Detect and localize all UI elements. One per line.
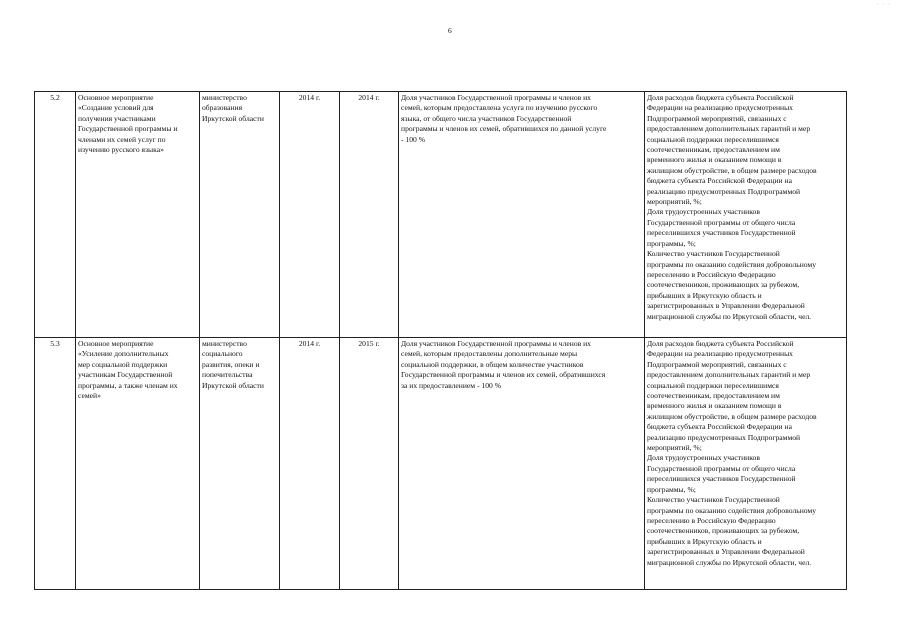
page-number: 6: [448, 26, 452, 35]
measure-executor: министерство социального развития, опеки и попечительства Иркутской области: [200, 338, 280, 590]
measure-number: 5.3: [35, 338, 76, 590]
table-row: [35, 92, 847, 338]
measure-indicators: Доля расходов бюджета субъекта Российской Федерации на реализацию предусмотренных Подпрограммой мероприятий, связанных с предоставлением дополнительных гарантий и мер социальной поддержки переселившимся соотечественникам, предоставлением им временного жилья и оказанием помощи в жилищном обустройстве, в общем размере расходов бюджета субъекта Российской Федерации на реализацию предусмотренных Подпрограммой мероприятий, %; Доля трудоустроенных участников Государственной программы от общего числа переселившихся участников Государственной программы, %; Количество участников Государственной программы по оказанию содействия добровольному переселению в Российскую Федерацию соотечественников, проживающих за рубежом, прибывших в Иркутскую область и зарегистрированных в Управлении Федеральной миграционной службы по Иркутской области, чел.: [645, 338, 847, 590]
corner-mark: · · ·: [877, 2, 891, 8]
program-measures-table: [34, 91, 847, 590]
measure-end-year: 2014 г.: [340, 92, 399, 338]
measure-name: Основное мероприятие «Создание условий для получения участниками Государственной программы и членами их семей услуг по изучению русского языка»: [76, 92, 200, 338]
measure-expected-result: Доля участников Государственной программы и членов их семей, которым предоставлены дополнительные меры социальной поддержки, в общем количестве участников Государственной программы и членов их семей, обратившихся за их предоставлением - 100 %: [399, 338, 645, 590]
measure-executor: министерство образования Иркутской области: [200, 92, 280, 338]
measure-start-year: 2014 г.: [280, 92, 340, 338]
measure-indicators: Доля расходов бюджета субъекта Российской Федерации на реализацию предусмотренных Подпрограммой мероприятий, связанных с предоставлением дополнительных гарантий и мер социальной поддержки переселившимся соотечественникам, предоставлением им временного жилья и оказанием помощи в жилищном обустройстве, в общем размере расходов бюджета субъекта Российской Федерации на реализацию предусмотренных Подпрограммой мероприятий, %; Доля трудоустроенных участников Государственной программы от общего числа переселившихся участников Государственной программы, %; Количество участников Государственной программы по оказанию содействия добровольному переселению в Российскую Федерацию соотечественников, проживающих за рубежом, прибывших в Иркутскую область и зарегистрированных в Управлении Федеральной миграционной службы по Иркутской области, чел.: [645, 92, 847, 338]
measure-number: 5.2: [35, 92, 76, 338]
measure-expected-result: Доля участников Государственной программы и членов их семей, которым предоставлена услуга по изучению русского языка, от общего числа участников Государственной программы и членов их семей, обратившихся по данной услуге - 100 %: [399, 92, 645, 338]
measure-start-year: 2014 г.: [280, 338, 340, 590]
measure-end-year: 2015 г.: [340, 338, 399, 590]
measure-name: Основное мероприятие «Усиление дополнительных мер социальной поддержки участникам Государственной программы, а также членам их семей»: [76, 338, 200, 590]
table-row: [35, 338, 847, 590]
